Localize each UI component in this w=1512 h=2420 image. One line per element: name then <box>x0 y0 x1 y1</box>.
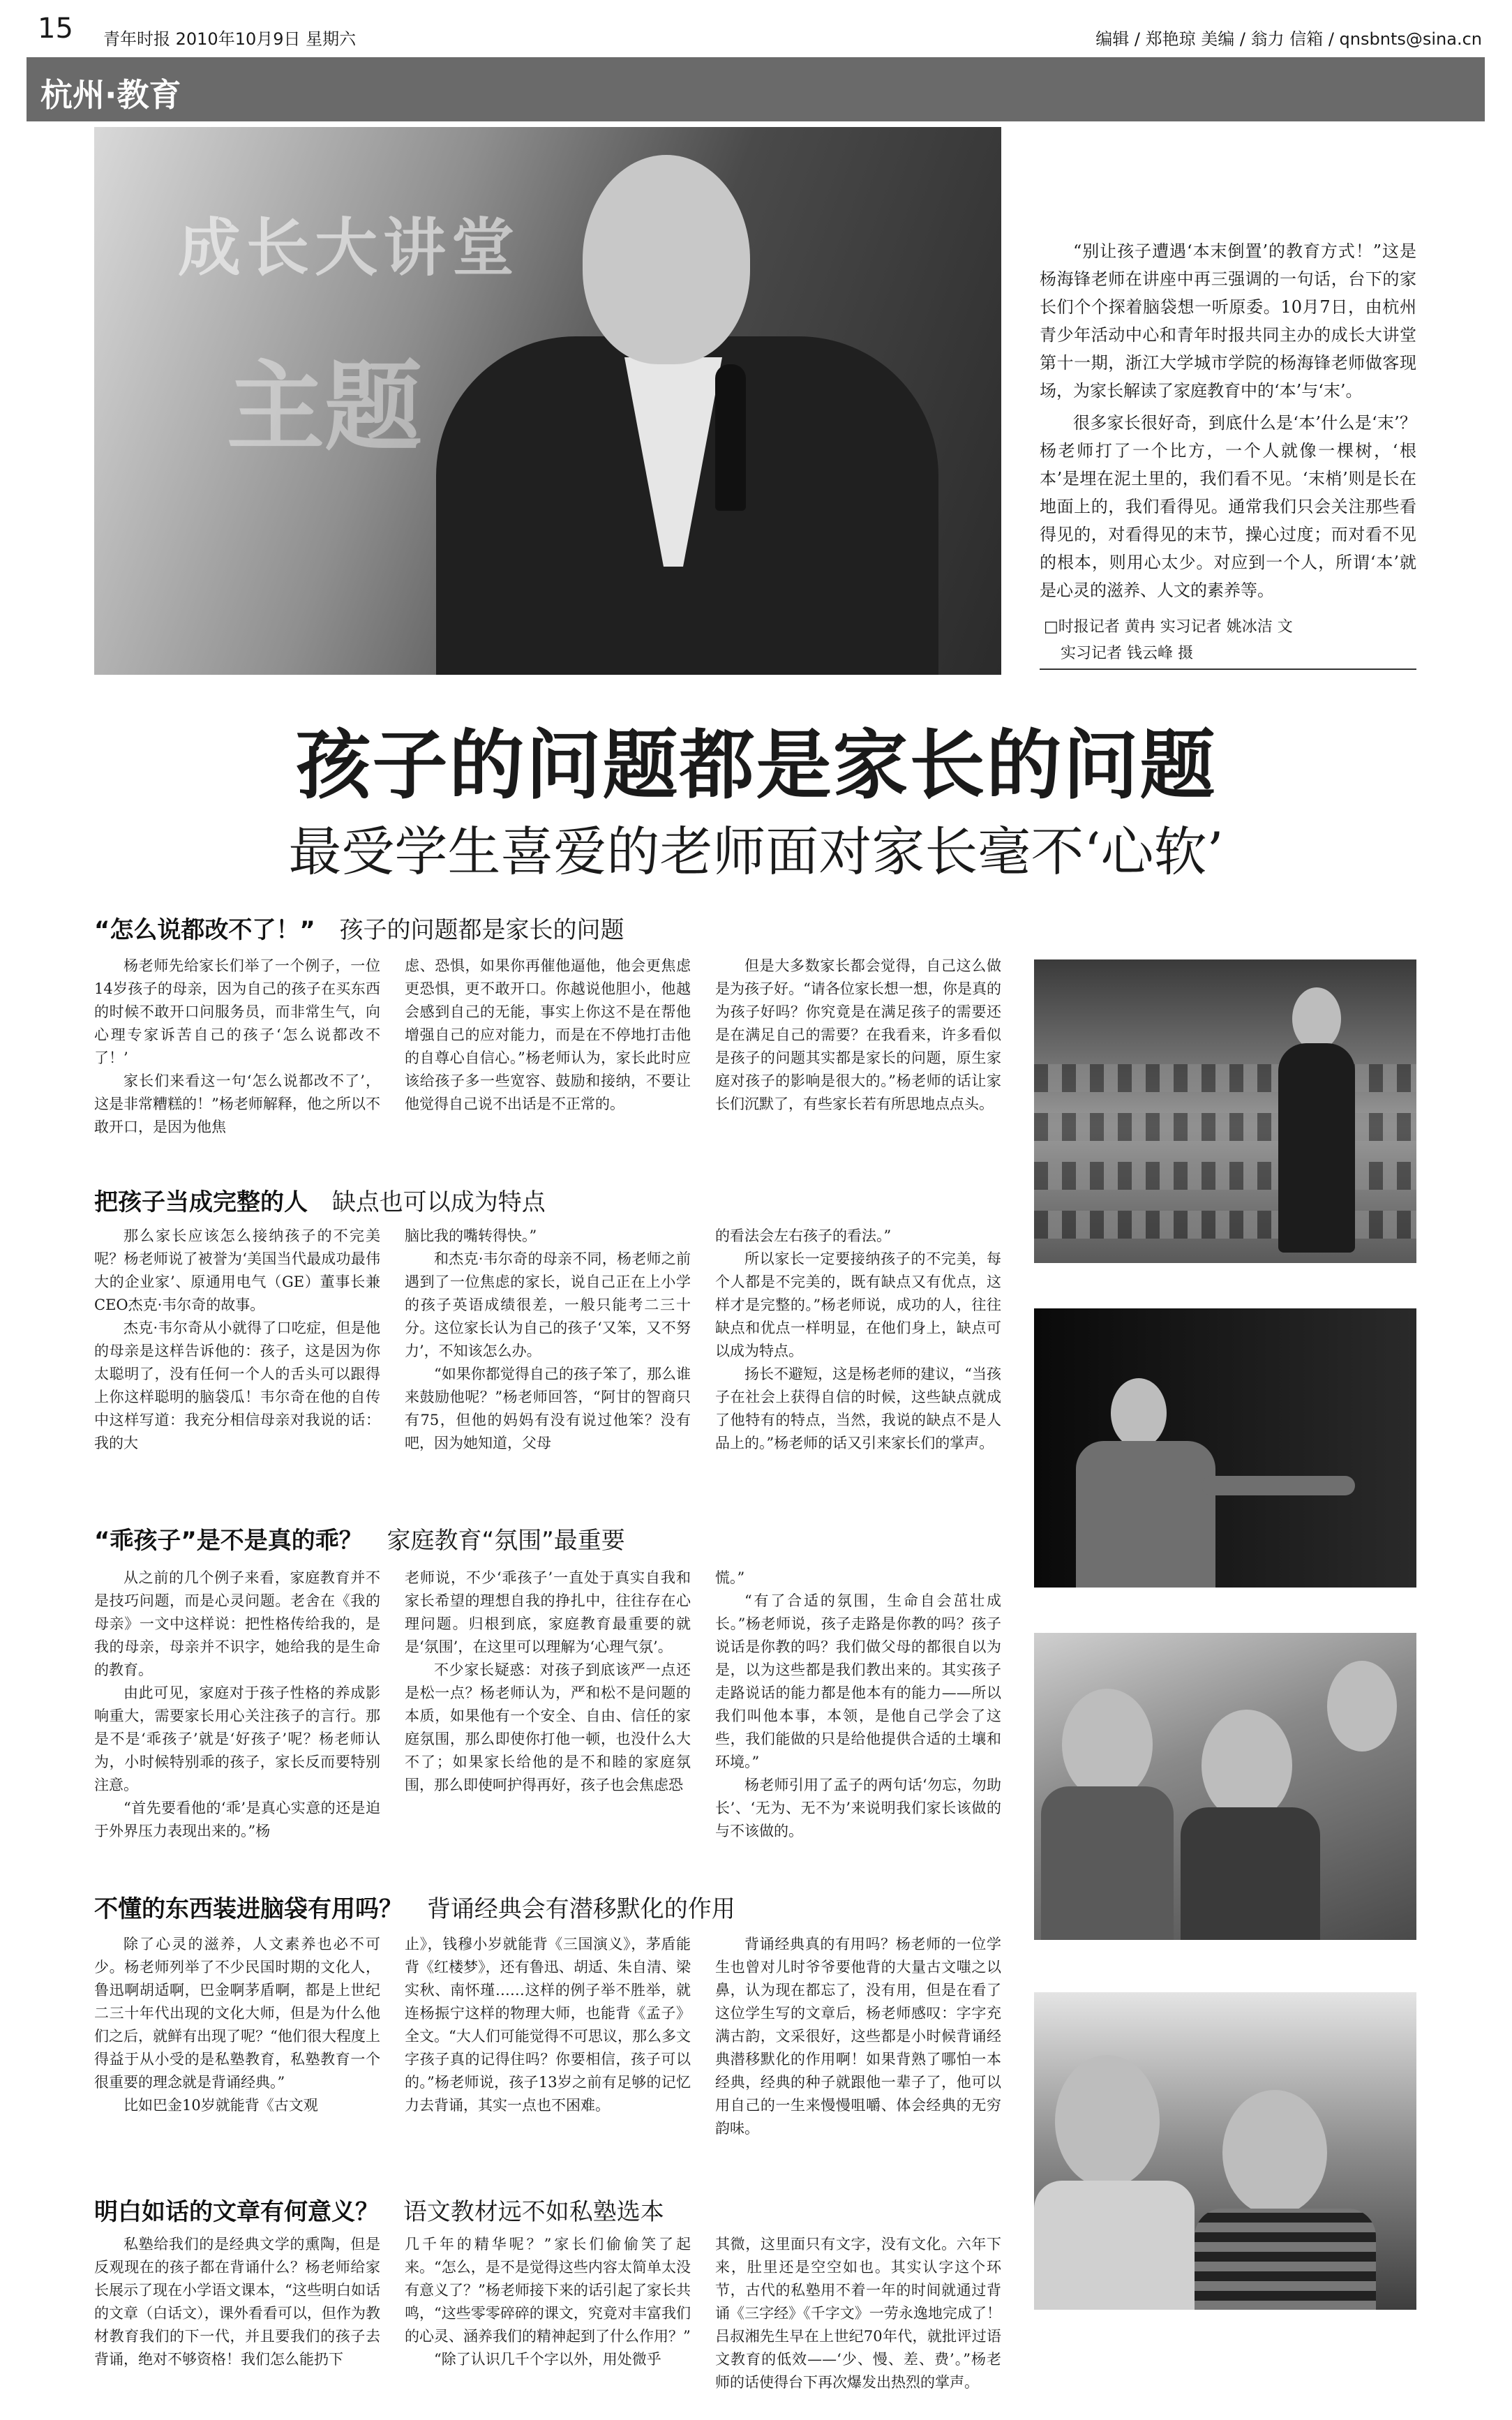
paragraph: 扬长不避短，这是杨老师的建议，“当孩子在社会上获得自信的时候，这些缺点就成了他特有的特点，当然，我说的缺点不是人品上的。”杨老师的话又引来家长们的掌声。 <box>715 1366 1001 1451</box>
byline-photographer: 实习记者 钱云峰 摄 <box>1061 645 1193 662</box>
paragraph: 虑、恐惧，如果你再催他逼他，他会更焦虑更恐惧，更不敢开口。你越说他胆小，他越会感到自己的无能，事实上你这不是在帮他增强自己的应对能力，而是在不停地打击他的自尊心自信心。”杨老师认为，家长此时应该给孩子多一些宽容、鼓励和接纳，不要让他觉得自己说不出话是不正常的。 <box>405 957 691 1112</box>
section-subhead <box>94 1521 1001 1555</box>
crowd-row <box>1034 1211 1416 1239</box>
paragraph: 不少家长疑惑：对孩子到底该严一点还是松一点？杨老师认为，严和松不是问题的本质，如果他有一个安全、自由、信任的家庭氛围，那么即使你打他一顿，也没什么大不了；如果家长给他的是不和睦的家庭氛围，那么即使呵护得再好，孩子也会焦虑恐 <box>405 1661 691 1793</box>
listener-figure <box>1181 1807 1320 1940</box>
paragraph: 和杰克·韦尔奇的母亲不同，杨老师之前遇到了一位焦虑的家长，说自己正在上小学的孩子英语成绩很差，一般只能考二三十分。这位家长认为自己的孩子‘又笨，又不努力’，不知该怎么办。 <box>405 1250 691 1359</box>
text-column <box>715 1933 1001 2170</box>
paragraph: 杰克·韦尔奇从小就得了口吃症，但是他的母亲是这样告诉他的：孩子，这是因为你太聪明了，没有任何一个人的舌头可以跟得上你这样聪明的脑袋瓜！韦尔奇在他的自传中这样写道：我充分相信母亲对我说的话：我的大 <box>94 1320 380 1451</box>
paragraph: 其微，这里面只有文字，没有文化。六年下来，肚里还是空空如也。其实认字这个环节，古代的私塾用不着一年的时间就通过背诵《三字经》《千字文》一劳永逸地完成了！吕叔湘先生早在上世纪70年代，就批评过语文教育的低效——‘少、慢、差、费’。”杨老师的话使得台下再次爆发出热烈的掌声。 <box>715 2236 1001 2391</box>
hero-photo <box>94 127 1001 675</box>
paragraph: 那么家长应该怎么接纳孩子的不完美呢？杨老师说了被誉为‘美国当代最成功最伟大的企业家’、原通用电气（GE）董事长兼CEO杰克·韦尔奇的故事。 <box>94 1227 380 1313</box>
section-body <box>94 1933 1001 2170</box>
page-number: 15 <box>38 13 73 45</box>
section-subhead <box>94 1183 1001 1217</box>
paragraph: 脑比我的嘴转得快。” <box>405 1227 537 1244</box>
byline <box>1044 614 1421 667</box>
text-column <box>715 955 1001 1164</box>
paragraph: 慌。” <box>715 1569 745 1586</box>
subhead-lead: 不懂的东西装进脑袋有用吗？ <box>94 1895 403 1923</box>
child-head <box>1222 2090 1327 2216</box>
divider <box>1040 669 1416 670</box>
paragraph: 止》，钱穆小岁就能背《三国演义》，茅盾能背《红楼梦》，还有鲁迅、胡适、朱自清、梁实秋、南怀瑾……这样的例子举不胜举，就连杨振宁这样的物理大师，也能背《孟子》全文。“大人们可能觉得不可思议，那么多文字孩子真的记得住吗？你要相信，孩子可以的。”杨老师说，孩子13岁之前有足够的记忆力去背诵，其实一点也不困难。 <box>405 1936 691 2114</box>
text-column <box>94 1933 380 2170</box>
microphone-icon <box>715 364 746 511</box>
child-figure <box>1034 2181 1195 2310</box>
crowd-row <box>1034 1162 1416 1190</box>
listener-head <box>1202 1710 1292 1821</box>
text-column <box>405 2233 691 2407</box>
section-body <box>94 1225 1001 1493</box>
paragraph: 背诵经典真的有用吗？杨老师的一位学生也曾对儿时爷爷要他背的大量古文嗤之以鼻，认为现在都忘了，没有用，但是在看了这位学生写的文章后，杨老师感叹：字字充满古韵，文采很好，这些都是小时候背诵经典潜移默化的作用啊！如果背熟了哪怕一本经典，经典的种子就跟他一辈子了，他可以用自己的一生来慢慢咀嚼、体会经典的无穷韵味。 <box>715 1936 1001 2137</box>
crowd-row <box>1034 1113 1416 1141</box>
hero-backdrop-banner: 成长大讲堂 <box>178 211 520 285</box>
listener-head <box>1327 1661 1397 1751</box>
section-subhead <box>94 2193 1001 2227</box>
text-column <box>715 1567 1001 1849</box>
subhead-title: 背诵经典会有潜移默化的作用 <box>426 1895 735 1923</box>
speaker-figure <box>1076 1441 1215 1588</box>
byline-writers: □时报记者 黄冉 实习记者 姚冰洁 文 <box>1044 618 1293 636</box>
speaker-head <box>1111 1378 1167 1448</box>
text-column <box>94 955 380 1164</box>
sub-headline: 最受学生喜爱的老师面对家长毫不‘心软’ <box>288 821 1224 883</box>
text-column <box>715 1225 1001 1493</box>
crowd-row <box>1034 1064 1416 1092</box>
text-column <box>405 955 691 1164</box>
subhead-lead: 明白如话的文章有何意义？ <box>94 2198 379 2226</box>
section-body <box>94 1567 1001 1849</box>
section-name: 杭州·教育 <box>40 76 181 114</box>
paragraph: 杨老师先给家长们举了一个例子，一位14岁孩子的母亲，因为自己的孩子在买东西的时候不敢开口问服务员，而非常生气，向心理专家诉苦自己的孩子‘怎么说都改不了！’ <box>94 957 380 1066</box>
text-column <box>405 1225 691 1493</box>
speaker-photo <box>1034 1308 1416 1588</box>
subhead-title: 家庭教育“氛围”最重要 <box>387 1527 625 1555</box>
paragraph: “除了认识几千个字以外，用处微乎 <box>434 2351 661 2368</box>
listener-head <box>1062 1689 1153 1800</box>
page-folio <box>38 13 1482 52</box>
editor-credits: 编辑 / 郑艳琼 美编 / 翁力 信箱 / qnsbnts@sina.cn <box>1095 29 1482 49</box>
paragraph: “首先要看他的‘乖’是真心实意的还是迫于外界压力表现出来的。”杨 <box>94 1800 380 1839</box>
subhead-lead: “乖孩子”是不是真的乖？ <box>94 1527 363 1555</box>
paragraph: 杨老师引用了孟子的两句话‘勿忘，勿助长’、‘无为、无不为’来说明我们家长该做的与不该做的。 <box>715 1777 1001 1839</box>
text-column <box>405 1933 691 2170</box>
text-column <box>94 1225 380 1493</box>
listener-figure <box>1041 1786 1174 1940</box>
hero-backdrop-banner-2: 主题 <box>227 351 423 465</box>
paragraph: “如果你都觉得自己的孩子笨了，那么谁来鼓励他呢？”杨老师回答，“阿甘的智商只有75，但他的妈妈有没有说过他笨？没有吧，因为她知道，父母 <box>405 1366 691 1451</box>
intro-paragraph: “别让孩子遭遇‘本末倒置’的教育方式！”这是杨海锋老师在讲座中再三强调的一句话，台下的家长们个个探着脑袋想一听原委。10月7日，由杭州青少年活动中心和青年时报共同主办的成长大讲堂第十一期，浙江大学城市学院的杨海锋老师做客现场，为家长解读了家庭教育中的‘本’与‘末’。 <box>1040 241 1416 401</box>
paragraph: 家长们来看这一句‘怎么说都改不了’，这是非常糟糕的！”杨老师解释，他之所以不敢开口，是因为他焦 <box>94 1073 380 1135</box>
paper-date: 青年时报 2010年10月9日 星期六 <box>103 29 357 49</box>
subhead-title: 孩子的问题都是家长的问题 <box>339 916 624 944</box>
paragraph: 私塾给我们的是经典文学的熏陶，但是反观现在的孩子都在背诵什么？杨老师给家长展示了现在小学语文课本，“这些明白如话的文章（白话文），课外看看可以，但作为教材教育我们的下一代，并且要我们的孩子去背诵，绝对不够资格！我们怎么能扔下 <box>94 2236 380 2368</box>
intro-paragraph: 很多家长很好奇，到底什么是‘本’什么是‘末’？杨老师打了一个比方，一个人就像一棵树，‘根本’是埋在泥土里的，我们看不见。‘末梢’则是长在地面上的，我们看得见。通常我们只会关注那些看得见的，对看得见的末节，操心过度；而对看不见的根本，则用心太少。对应到一个人，所谓‘本’就是心灵的滋养、人文的素养等。 <box>1040 413 1416 600</box>
section-body <box>94 955 1001 1164</box>
listeners-photo <box>1034 1633 1416 1940</box>
paragraph: 从之前的几个例子来看，家庭教育并不是技巧问题，而是心灵问题。老舍在《我的母亲》一文中这样说：把性格传给我的，是我的母亲，母亲并不识字，她给我的是生命的教育。 <box>94 1569 380 1678</box>
text-column <box>94 1567 380 1849</box>
section-body <box>94 2233 1001 2407</box>
children-photo <box>1034 1992 1416 2310</box>
text-column <box>715 2233 1001 2407</box>
section-subhead <box>94 1890 1001 1924</box>
intro-text <box>1040 237 1416 608</box>
subhead-lead: 把孩子当成完整的人 <box>94 1188 308 1216</box>
section-subhead <box>94 911 1001 945</box>
subhead-title: 缺点也可以成为特点 <box>331 1188 546 1216</box>
speaker-head <box>1292 987 1341 1050</box>
section-header <box>27 57 1485 121</box>
speaker-head <box>583 155 750 364</box>
audience-photo <box>1034 959 1416 1263</box>
subhead-title: 语文教材远不如私塾选本 <box>403 2198 664 2226</box>
paragraph: 老师说，不少‘乖孩子’一直处于真实自我和家长希望的理想自我的挣扎中，往往存在心理问题。归根到底，家庭教育最重要的就是‘氛围’，在这里可以理解为‘心理气氛’。 <box>405 1569 691 1655</box>
paragraph: 几千年的精华呢？”家长们偷偷笑了起来。“怎么，是不是觉得这些内容太简单太没有意义了？”杨老师接下来的话引起了家长共鸣，“这些零零碎碎的课文，究竟对丰富我们的心灵、涵养我们的精神起到了什么作用？” <box>405 2236 691 2345</box>
child-head <box>1055 2055 1160 2188</box>
paragraph: 由此可见，家庭对于孩子性格的养成影响重大，需要家长用心关注孩子的言行。那是不是‘乖孩子’就是‘好孩子’呢？杨老师认为，小时候特别乖的孩子，家长反而要特别注意。 <box>94 1685 380 1793</box>
speaker-figure <box>1278 1043 1355 1253</box>
speaker-arm <box>1202 1476 1355 1495</box>
paragraph: 但是大多数家长都会觉得，自己这么做是为孩子好。“请各位家长想一想，你是真的为孩子好吗？你究竟是在满足孩子的需要还是在满足自己的需要？在我看来，许多看似是孩子的问题其实都是家长的问题，原生家庭对孩子的影响是很大的。”杨老师的话让家长们沉默了，有些家长若有所思地点点头。 <box>715 957 1001 1112</box>
paragraph: “有了合适的氛围，生命自会茁壮成长。”杨老师说，孩子走路是你教的吗？孩子说话是你教的吗？我们做父母的都很自以为是，以为这些都是我们教出来的。其实孩子走路说话的能力都是他本有的能力——所以我们叫他本事，本领，是他自己学会了这些，我们能做的只是给他提供合适的土壤和环境。” <box>715 1592 1001 1770</box>
paragraph: 所以家长一定要接纳孩子的不完美，每个人都是不完美的，既有缺点又有优点，这样才是完整的。”杨老师说，成功的人，往往缺点和优点一样明显，在他们身上，缺点可以成为特点。 <box>715 1250 1001 1359</box>
child-figure <box>1195 2209 1376 2310</box>
paragraph: 比如巴金10岁就能背《古文观 <box>123 2097 318 2114</box>
main-headline: 孩子的问题都是家长的问题 <box>295 722 1217 809</box>
text-column <box>94 2233 380 2407</box>
subhead-lead: “怎么说都改不了！” <box>94 916 315 944</box>
paragraph: 除了心灵的滋养，人文素养也必不可少。杨老师列举了不少民国时期的文化人，鲁迅啊胡适啊，巴金啊茅盾啊，都是上世纪二三十年代出现的文化大师，但是为什么他们之后，就鲜有出现了呢？“他们很大程度上得益于从小受的是私塾教育，私塾教育一个很重要的理念就是背诵经典。” <box>94 1936 380 2091</box>
text-column <box>405 1567 691 1849</box>
paragraph: 的看法会左右孩子的看法。” <box>715 1227 892 1244</box>
